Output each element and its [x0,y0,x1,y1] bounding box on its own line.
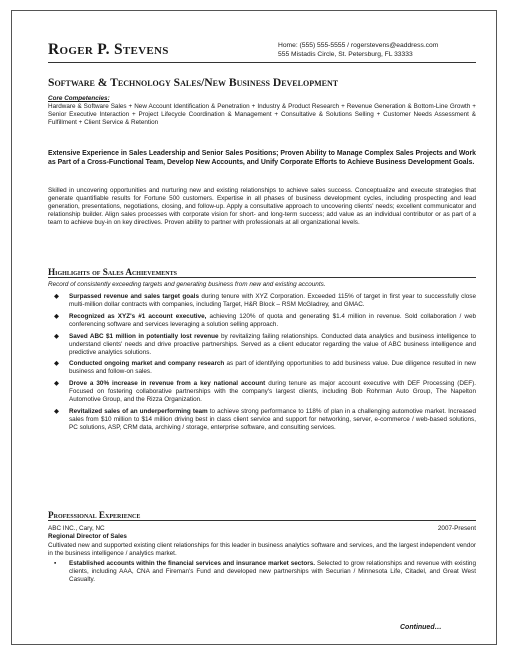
diamond-bullet-icon: ◆ [54,380,59,388]
achievements-intro: Record of consistently exceeding targets and generating business from new and existing accounts. [48,281,326,288]
job-bullet-item: ▪ Established accounts within the financial services and insurance market sectors. Selected to grow relationships and revenue with existing clients, including AAA, CNA and Fireman's Fund and developed new partnerships with Securian / Minnesota Life, Citadel, and Great West Casualty. [54,560,476,583]
experience-heading: Professional Experience [48,510,141,520]
competencies-text: Hardware & Software Sales + New Account Identification & Penetration + Industry & Product Research + Revenue Generation & Bottom-Line Growth + Senior Executive Interaction + Project Lifecycle Coordination & Management + Consultative & Solutions Selling + Customer Needs Assessment & Fulfillment + Client Service & Retention [48,103,476,126]
experience-rule [48,520,476,521]
achievements-rule [48,277,476,278]
achievement-item: ◆ Saved ABC $1 million in potentially lost revenue by revitalizing failing relationships. Conducted data analytics and business intelligence to understand clients' needs and drive proactive partnerships. Served as a client educator regarding the value of ABC business intelligence and predictive analytics solutions. [54,332,476,356]
diamond-bullet-icon: ◆ [54,293,59,300]
company-name: ABC INC., Cary, NC [48,525,105,532]
achievements-heading: Highlights of Sales Achievements [48,267,177,277]
diamond-bullet-icon: ◆ [54,312,59,320]
job-header [48,525,476,533]
summary-headline: Extensive Experience in Sales Leadership and Senior Sales Positions; Proven Ability to Manage Complex Sales Projects and Work as Part of a Cross-Functional Team, Develop New Accounts, and Unify Corporate Efforts to Achieve Business Development Goals. [48,150,476,166]
job-role: Regional Director of Sales [48,533,127,540]
continued-note: Continued… [400,624,442,631]
achievement-item: ◆ Recognized as XYZ's #1 account executive, achieving 120% of quota and generating $1.4 million in revenue. Sold collaboration / web conferencing software and services leveraging a solution selling approach. [54,312,476,328]
summary-paragraph: Skilled in uncovering opportunities and nurturing new and existing relationships to achieve sales success. Conceptualize and execute strategies that generate quantifiable results for Fortune 500 customers. Expertise in all phases of business development cycles, including prospecting and lead generation, presentations, negotiations, closing, and follow-up. Apply a consultative approach to uncovering clients' needs; excellent communicator and relationship builder. Align sales processes with corporate vision for short- and long-term success; add value as an individual contributor or as part of a team to achieve buy-in on key directives. Proven ability to partner with professionals at all organizational levels. [48,187,476,226]
job-dates: 2007-Present [437,525,476,532]
diamond-bullet-icon: ◆ [54,360,59,368]
resume-title: Software & Technology Sales/New Business Development [48,76,339,89]
achievement-item: ◆ Drove a 30% increase in revenue from a key national account during tenure as major account executive with DEF Processing (DEF). Focused on fostering collaborative partnerships with the company's largest clients, including Bob Rohrman Auto Group, The Napelton Automotive Group, and the Rizza Organization. [54,380,476,404]
resume-page [11,10,497,645]
header-rule [48,62,476,63]
bullet-icon: ▪ [54,560,57,567]
achievement-item: ◆ Revitalized sales of an underperforming team to achieve strong performance to 118% of plan in a challenging automotive market. Increased sales from $10 million to $14 million driving best in class client service and support for networking, server, e-commerce / web-based solutions, PC solutions, ASP, CRM data, archiving / storage, enterprise software, and consulting services. [54,407,476,431]
job-bullets [48,560,476,588]
core-competencies [48,95,476,127]
diamond-bullet-icon: ◆ [54,407,59,415]
achievement-item: ◆ Conducted ongoing market and company research as part of identifying opportunities to add business value. Due diligence resulted in new business and follow-on sales. [54,360,476,376]
competencies-label: Core Competencies: [48,95,110,102]
job-description: Cultivated new and supported existing client relationships for this leader in business analytics software and services, and the largest independent vendor in the business intelligence / analytics market. [48,542,476,557]
achievement-item: ◆ Surpassed revenue and sales target goals during tenure with XYZ Corporation. Exceeded 115% of target in first year to successfully close multi-million dollar contracts with companies, including Target, H&R Block – RSM McGladrey, and GMAC. [54,293,476,308]
contact-line-2: 555 Mistadis Circle, St. Petersburg, FL 33333 [278,51,413,58]
candidate-name: Roger P. Stevens [48,41,169,58]
contact-info [278,41,438,59]
contact-line-1: Home: (555) 555-5555 / rogerstevens@eaddress.com [278,42,439,49]
achievements-list [48,293,476,436]
diamond-bullet-icon: ◆ [54,332,59,340]
